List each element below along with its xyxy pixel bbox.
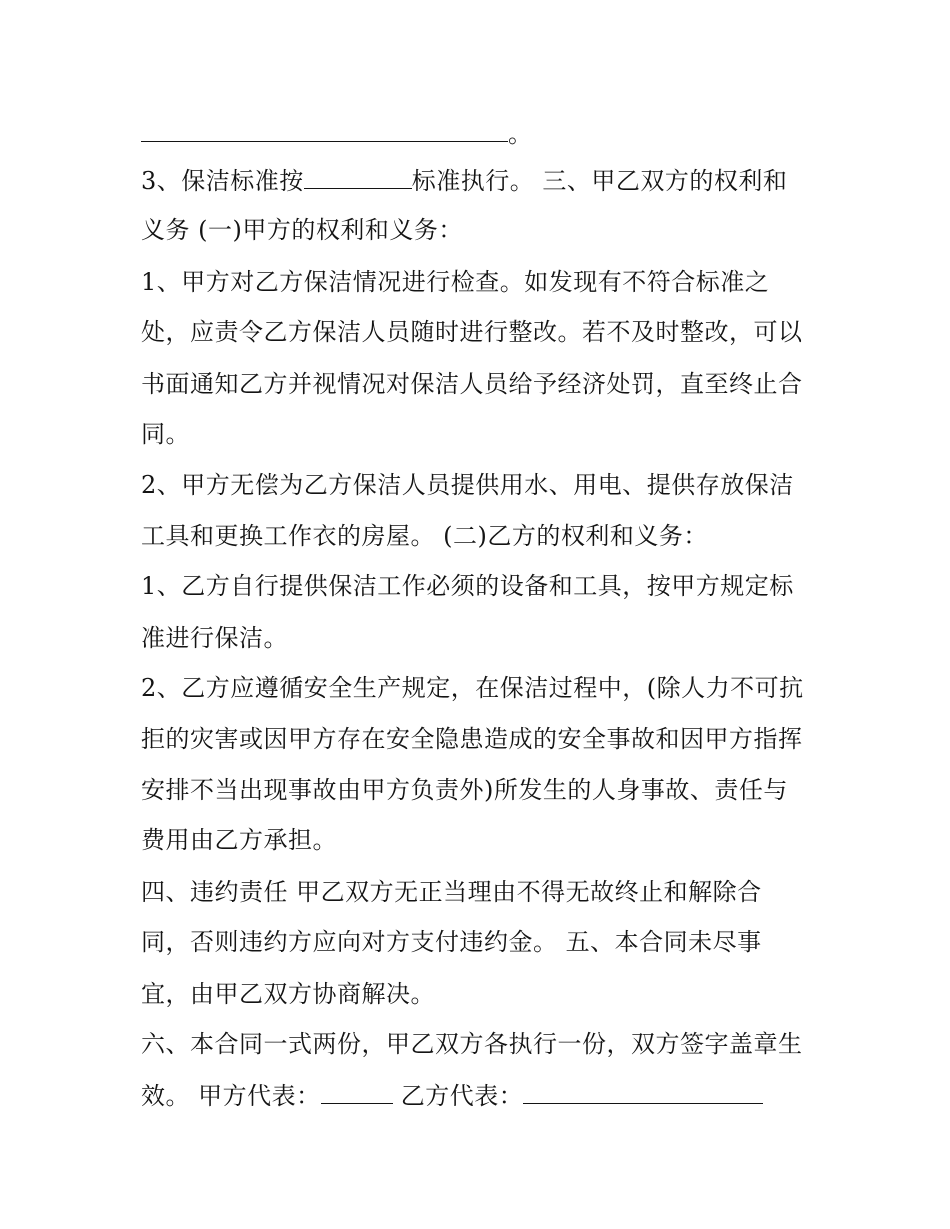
text-line: 2、乙方应遵循安全生产规定，在保洁过程中，(除人力不可抗 <box>141 674 804 702</box>
text-line: 同。 <box>141 420 190 448</box>
text-line: 同，否则违约方应向对方支付违约金。 五、本合同未尽事 <box>141 928 762 956</box>
text-line: 处，应责令乙方保洁人员随时进行整改。若不及时整改，可以 <box>141 318 803 346</box>
text-line: 1、乙方自行提供保洁工作必须的设备和工具，按甲方规定标 <box>141 572 794 600</box>
fill-in-blank-standard <box>304 166 412 189</box>
text-line-cleaning-standard: 3、保洁标准按 标准执行。 三、甲乙双方的权利和 <box>141 167 788 195</box>
party-a-signature-blank <box>321 1081 393 1104</box>
text-line-continuation: 。 <box>141 118 533 150</box>
text-line: 1、甲方对乙方保洁情况进行检查。如发现有不符合标准之 <box>141 268 770 296</box>
text-line: 六、本合同一式两份，甲乙双方各执行一份，双方签字盖章生 <box>141 1030 803 1058</box>
text-line: 工具和更换工作衣的房屋。 (二)乙方的权利和义务： <box>141 522 708 550</box>
text-line: 书面通知乙方并视情况对保洁人员给予经济处罚，直至终止合 <box>141 370 803 398</box>
text-line: 准进行保洁。 <box>141 624 288 652</box>
text-line: 费用由乙方承担。 <box>141 826 337 854</box>
text-line: 宜，由甲乙双方协商解决。 <box>141 980 435 1008</box>
text-line: 拒的灾害或因甲方存在安全隐患造成的安全事故和因甲方指挥 <box>141 725 803 753</box>
text-line: 四、违约责任 甲乙双方无正当理由不得无故终止和解除合 <box>141 878 762 906</box>
fill-in-blank <box>141 119 508 142</box>
text-line: 义务 (一)甲方的权利和义务： <box>141 216 463 244</box>
text-line-signatures: 效。 甲方代表： 乙方代表： <box>141 1080 763 1112</box>
text-line: 2、甲方无偿为乙方保洁人员提供用水、用电、提供存放保洁 <box>141 471 794 499</box>
party-b-signature-blank <box>523 1081 763 1104</box>
text-line: 安排不当出现事故由甲方负责外)所发生的人身事故、责任与 <box>141 776 788 804</box>
